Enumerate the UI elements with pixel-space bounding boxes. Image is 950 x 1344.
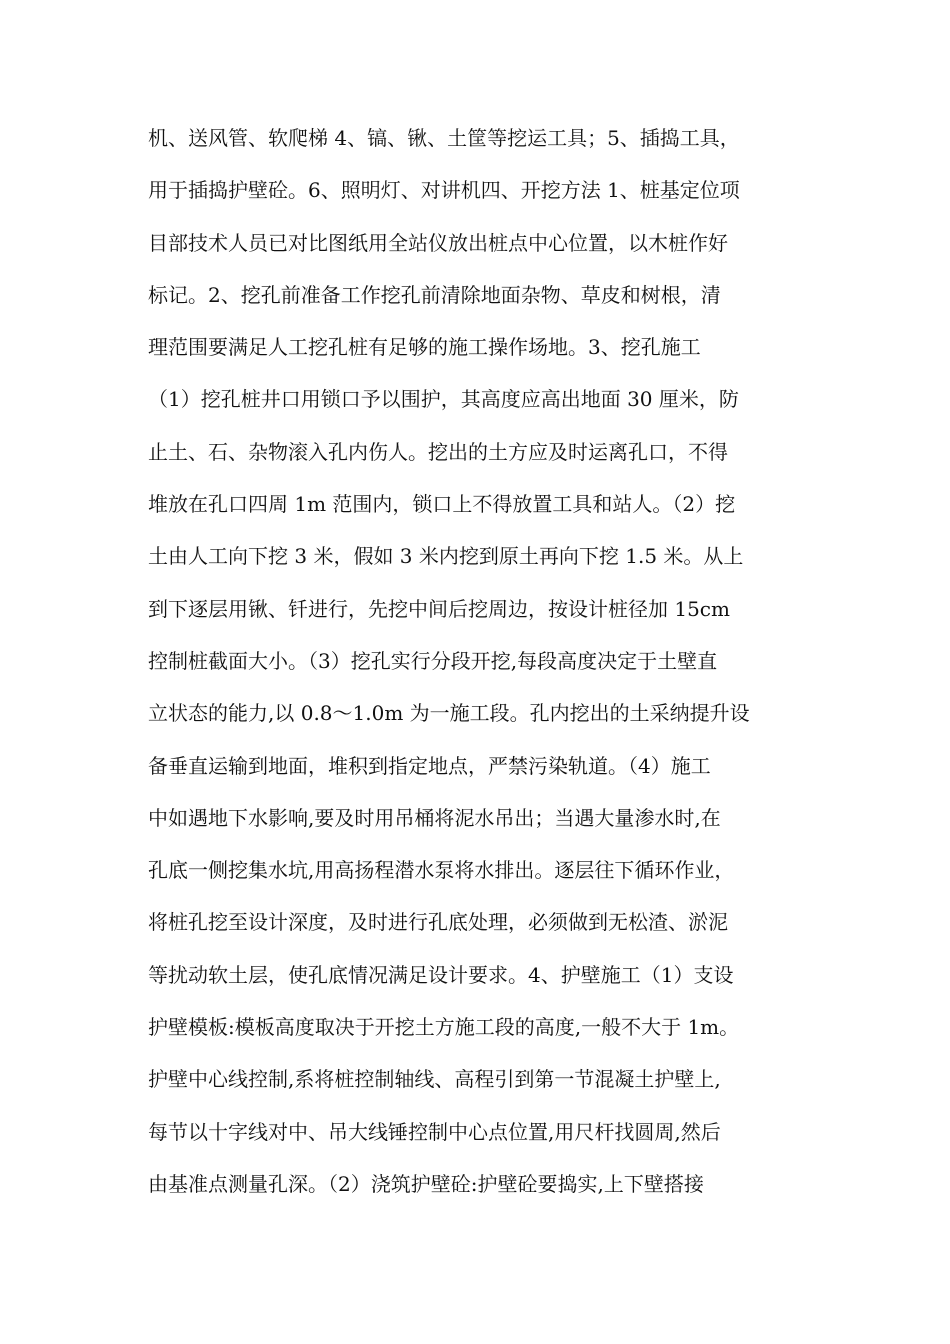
text-line: 中如遇地下水影响,要及时用吊桶将泥水吊出；当遇大量渗水时,在 — [148, 805, 721, 830]
text-line: 控制桩截面大小。（3）挖孔实行分段开挖,每段高度决定于土壁直 — [148, 648, 718, 673]
text-line: 护壁中心线控制,系将桩控制轴线、高程引到第一节混凝土护壁上, — [148, 1067, 721, 1092]
body-text — [148, 112, 808, 1210]
text-line: 由基准点测量孔深。（2）浇筑护壁砼:护壁砼要捣实,上下壁搭接 — [148, 1171, 704, 1196]
text-line: 等扰动软土层，使孔底情况满足设计要求。4、护壁施工（1）支设 — [148, 962, 734, 987]
text-line: 止土、石、杂物滚入孔内伤人。挖出的土方应及时运离孔口，不得 — [148, 439, 728, 464]
text-line: 备垂直运输到地面，堆积到指定地点，严禁污染轨道。（4）施工 — [148, 753, 711, 778]
text-line: 将桩孔挖至设计深度，及时进行孔底处理，必须做到无松渣、淤泥 — [148, 910, 728, 935]
text-line: 理范围要满足人工挖孔桩有足够的施工操作场地。3、挖孔施工 — [148, 335, 701, 360]
text-line: 用于插捣护壁砼。6、照明灯、对讲机四、开挖方法 1、桩基定位项 — [148, 178, 740, 203]
text-line: 护壁模板:模板高度取决于开挖土方施工段的高度,一般不大于 1m。 — [148, 1015, 740, 1040]
text-line: 机、送风管、软爬梯 4、镐、锹、土筐等挖运工具；5、插捣工具， — [148, 126, 740, 150]
text-line: （1）挖孔桩井口用锁口予以围护，其高度应高出地面 30 厘米，防 — [148, 387, 739, 412]
text-line: 每节以十字线对中、吊大线锤控制中心点位置,用尺杆找圆周,然后 — [148, 1119, 721, 1144]
text-line: 土由人工向下挖 3 米，假如 3 米内挖到原土再向下挖 1.5 米。从上 — [148, 544, 744, 569]
text-line: 目部技术人员已对比图纸用全站仪放出桩点中心位置，以木桩作好 — [148, 230, 728, 255]
text-line: 立状态的能力,以 0.8～1.0m 为一施工段。孔内挖出的土采纳提升设 — [148, 701, 750, 726]
text-line: 堆放在孔口四周 1m 范围内，锁口上不得放置工具和站人。（2）挖 — [148, 492, 736, 517]
text-line: 到下逐层用锹、钎进行，先挖中间后挖周边，按设计桩径加 15cm — [148, 596, 730, 621]
text-line: 孔底一侧挖集水坑,用高扬程潜水泵将水排出。逐层往下循环作业， — [148, 858, 735, 883]
text-line: 标记。2、挖孔前准备工作挖孔前清除地面杂物、草皮和树根，清 — [148, 282, 721, 307]
